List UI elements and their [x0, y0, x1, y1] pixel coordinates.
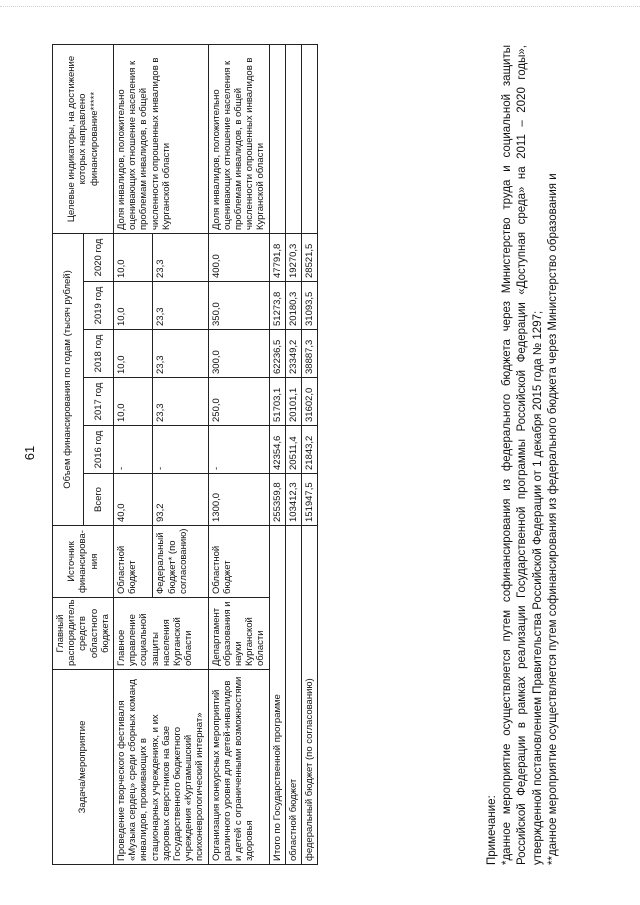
empty-cell: [285, 44, 301, 233]
header-year-2017: 2017 год: [83, 377, 114, 425]
value-cell-2016: 42354,6: [269, 425, 285, 473]
value-cell-2020: 10,0: [114, 233, 153, 281]
value-cell-2016: 20511,4: [285, 425, 301, 473]
value-cell-2019: 23,3: [153, 281, 208, 329]
totals-label: Итого по Государственной программе: [269, 525, 285, 864]
totals-row: [285, 44, 301, 864]
value-cell-2020: 47791,8: [269, 233, 285, 281]
value-cell-2019: 51273,8: [269, 281, 285, 329]
value-cell-2017: 10,0: [114, 377, 153, 425]
value-cell-2018: 300,0: [208, 329, 269, 377]
value-cell-2017: 250,0: [208, 377, 269, 425]
total-cell: 151947,5: [302, 473, 318, 525]
header-indicators: Целевые индикаторы, на достижение которых направлено финансирование*****: [53, 44, 114, 233]
value-cell-2018: 10,0: [114, 329, 153, 377]
header-year-2019: 2019 год: [83, 281, 114, 329]
totals-label: федеральный бюджет (по согласованию): [302, 525, 318, 864]
value-cell-2018: 23349,2: [285, 329, 301, 377]
value-cell-2016: -: [153, 425, 208, 473]
total-cell: 93,2: [153, 473, 208, 525]
empty-cell: [269, 44, 285, 233]
value-cell-2016: 21843,2: [302, 425, 318, 473]
total-cell: 103412,3: [285, 473, 301, 525]
value-cell-2018: 23,3: [153, 329, 208, 377]
source-cell: Федеральный бюджет* (по согласованию): [153, 525, 208, 597]
value-cell-2020: 400,0: [208, 233, 269, 281]
empty-cell: [302, 44, 318, 233]
total-cell: 1300,0: [208, 473, 269, 525]
value-cell-2016: -: [114, 425, 153, 473]
source-cell: Областной бюджет: [208, 525, 269, 597]
header-source: Источник финансирова-ния: [53, 525, 114, 597]
header-manager: Главный распорядитель средств областного бюджета: [53, 597, 114, 669]
table-row: [208, 44, 269, 864]
value-cell-2017: 20101,1: [285, 377, 301, 425]
header-year-2016: 2016 год: [83, 425, 114, 473]
value-cell-2019: 10,0: [114, 281, 153, 329]
value-cell-2019: 350,0: [208, 281, 269, 329]
value-cell-2020: 23,3: [153, 233, 208, 281]
value-cell-2020: 28521,5: [302, 233, 318, 281]
header-year-2020: 2020 год: [83, 233, 114, 281]
indicator-cell: Доля инвалидов, положительно оценивающих отношение населения к проблемам инвалидов, в общей численности опрошенных инвалидов в Курганской области: [114, 44, 209, 233]
value-cell-2017: 23,3: [153, 377, 208, 425]
notes-section: [485, 45, 561, 865]
task-cell: Проведение творческого фестиваля «Музыка сердец» среди сборных команд инвалидов, проживающих в стационарных учреждениях, и их здоровых сверстников на базе Государственного бюджетного учреждения «Куртамышский психоневрологический интернат»: [114, 669, 209, 864]
indicator-cell: Доля инвалидов, положительно оценивающих отношение населения к проблемам инвалидов, в общей численности опрошенных инвалидов в Курганской области: [208, 44, 269, 233]
financing-table: [52, 44, 318, 865]
scan-top-edge: [0, 6, 640, 7]
note-item: **данное мероприятие осуществляется путем софинансирования из федерального бюджета через Министерство образования и: [546, 172, 559, 865]
header-year-2018: 2018 год: [83, 329, 114, 377]
totals-label: областной бюджет: [285, 525, 301, 864]
totals-row: [302, 44, 318, 864]
totals-row: [269, 44, 285, 864]
value-cell-2016: -: [208, 425, 269, 473]
table-row: [114, 44, 153, 864]
value-cell-2019: 31093,5: [302, 281, 318, 329]
source-cell: Областной бюджет: [114, 525, 153, 597]
total-cell: 255359,8: [269, 473, 285, 525]
manager-cell: Главное управление социальной защиты населения Курганской области: [114, 597, 209, 669]
header-task: Задача/мероприятие: [53, 669, 114, 864]
value-cell-2020: 19270,3: [285, 233, 301, 281]
manager-cell: Департамент образования и науки Курганской области: [208, 597, 269, 669]
value-cell-2018: 62236,5: [269, 329, 285, 377]
page-number: 61: [22, 445, 37, 460]
task-cell: Организация конкурсных мероприятий различного уровня для детей-инвалидов и детей с ограниченными возможностями здоровья: [208, 669, 269, 864]
total-cell: 40,0: [114, 473, 153, 525]
header-volume: Объем финансирования по годам (тысяч рублей): [53, 233, 84, 525]
note-item: *данное мероприятие осуществляется путем софинансирования из федерального бюджета через Министерство труда и социальной защиты Российской Федерации в рамках реализации Государственной программы Российской Федерации «Доступная среда» на 2011 – 2020 годы», утвержденной постановлением Правительства Российской Федерации от 1 декабря 2015 года № 1297;: [501, 44, 544, 865]
header-total: Всего: [83, 473, 114, 525]
notes-title: Примечание:: [486, 794, 498, 865]
value-cell-2017: 51703,1: [269, 377, 285, 425]
value-cell-2017: 31602,0: [302, 377, 318, 425]
value-cell-2018: 38887,3: [302, 329, 318, 377]
value-cell-2019: 20180,3: [285, 281, 301, 329]
rotated-page: [20, 13, 620, 893]
